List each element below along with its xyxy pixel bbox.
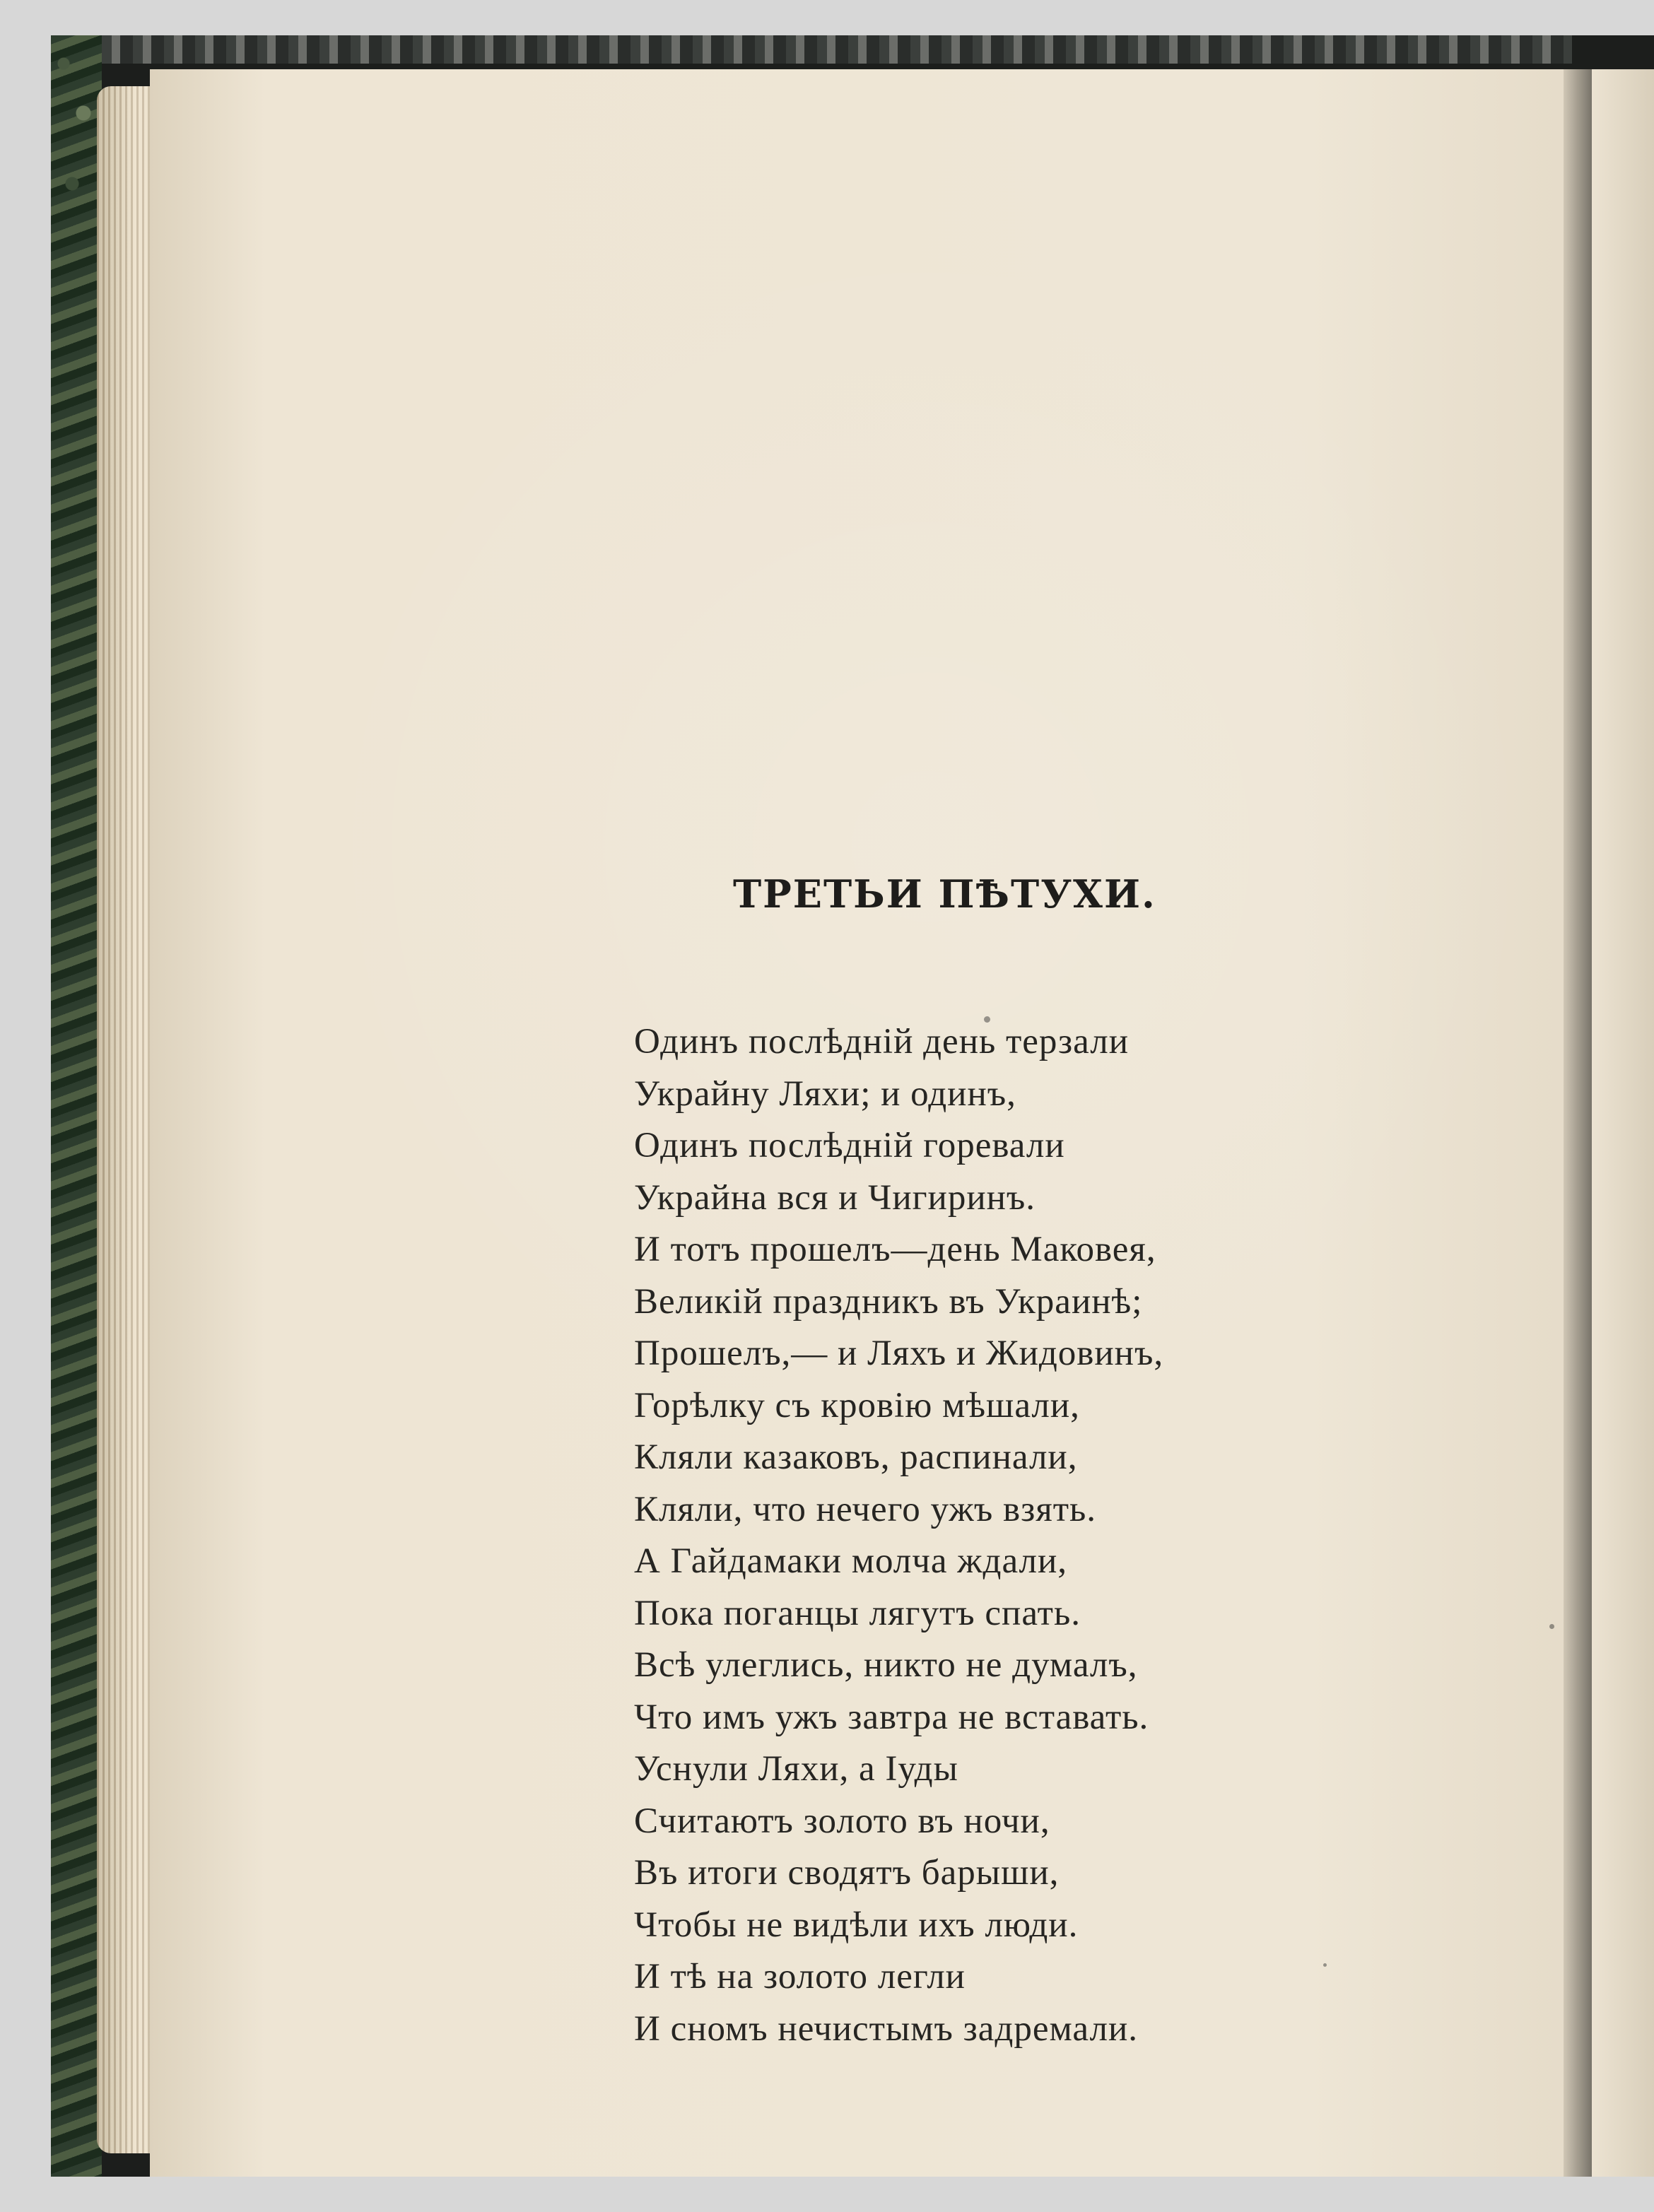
adjacent-page-edge (1592, 69, 1654, 2177)
book-page (150, 69, 1592, 2177)
paper-speckle (1323, 1963, 1327, 1967)
paper-speckle (1549, 1624, 1554, 1629)
poem-line: Украйну Ляхи; и одинъ, (634, 1073, 1016, 1114)
page-gutter-shadow (1564, 69, 1592, 2177)
poem-line: Одинъ послѣднiй день терзали (634, 1022, 1130, 1061)
scanned-book-page-frame (51, 35, 1654, 2177)
poem-line: Что имъ ужъ завтра не вставать. (634, 1697, 1149, 1737)
book-top-edge (102, 35, 1572, 64)
paper-speckle (984, 1016, 990, 1023)
poem-line: Уснули Ляхи, а Іуды (634, 1749, 958, 1789)
poem-line: Всѣ улеглись, никто не думалъ, (634, 1645, 1138, 1685)
poem-line: И сномъ нечистымъ задремали. (634, 2008, 1138, 2049)
poem-line: Одинъ послѣднiй горевали (634, 1126, 1065, 1165)
poem-line: И тотъ прошелъ—день Маковея, (634, 1230, 1156, 1269)
poem-title: ТРЕТЬИ ПѢТУХИ. (733, 871, 1156, 917)
poem-line: Горѣлку съ кровiю мѣшали, (634, 1385, 1080, 1425)
poem-line: И тѣ на золото легли (634, 1957, 966, 1996)
poem-text (634, 1016, 1454, 2055)
book-cover-edge (51, 35, 102, 2177)
poem-line: Въ итоги сводятъ барыши, (634, 1853, 1060, 1893)
poem-line: А Гайдамаки молча ждали, (634, 1541, 1068, 1581)
poem-line: Кляли казаковъ, распинали, (634, 1437, 1078, 1477)
poem-line: Прошелъ,— и Ляхъ и Жидовинъ, (634, 1334, 1164, 1373)
poem-line: Кляли, что нечего ужъ взять. (634, 1489, 1097, 1529)
poem-line: Пока поганцы лягутъ спать. (634, 1593, 1081, 1633)
poem-line: Великiй праздникъ въ Украинѣ; (634, 1281, 1143, 1322)
poem-line: Чтобы не видѣли ихъ люди. (634, 1905, 1079, 1945)
poem-line: Считаютъ золото въ ночи, (634, 1801, 1050, 1841)
poem-line: Украйна вся и Чигиринъ. (634, 1177, 1036, 1218)
